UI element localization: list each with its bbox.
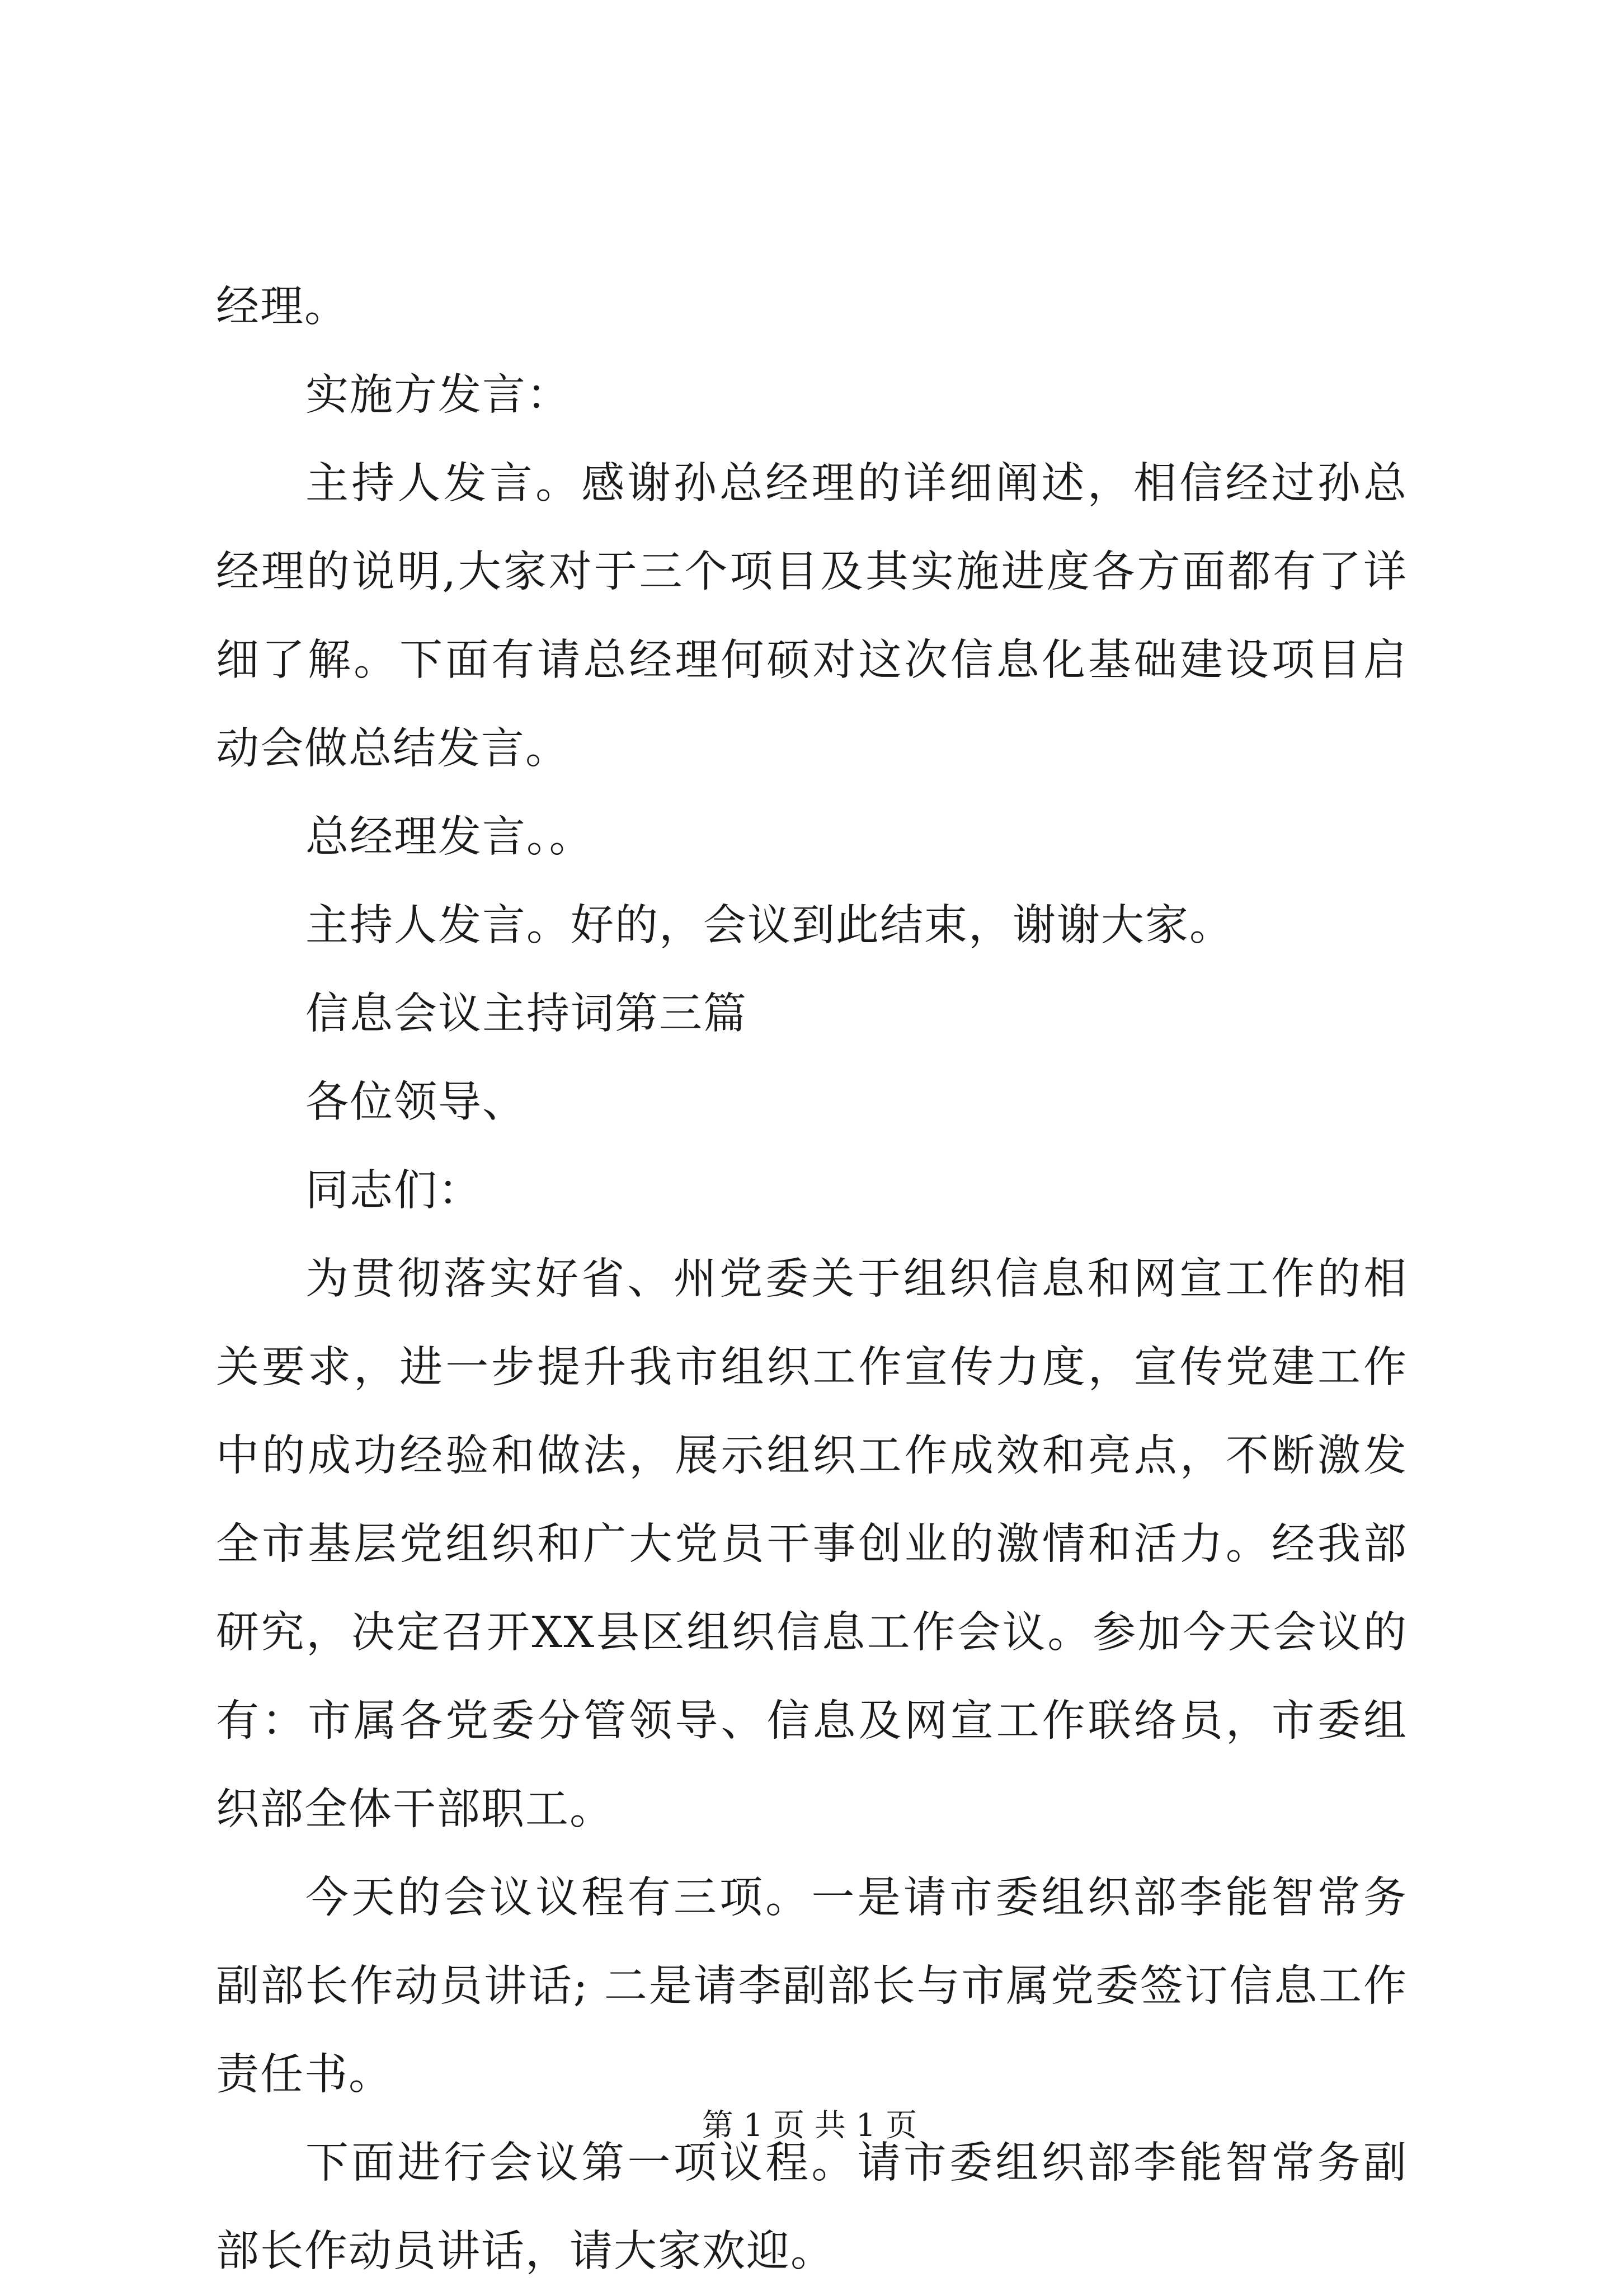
page-number-footer: 第 1 页 共 1 页 [702,2107,917,2144]
paragraph-host-thanks: 主持人发言。感谢孙总经理的详细阐述，相信经过孙总经理的说明,大家对于三个项目及其实施进度各方面都有了详细了解。下面有请总经理何硕对这次信息化基础建设项目启动会做总结发言。 [216,459,1408,774]
paragraph-agenda: 今天的会议议程有三项。一是请市委组织部李能智常务副部长作动员讲话; 二是请李副部长与市属党委签订信息工作责任书。 [216,1873,1408,2100]
salutation-comrades: 同志们： [305,1166,482,1216]
paragraph-continuation: 经理。 [216,282,349,332]
paragraph-implementer-speech: 实施方发言： [305,370,571,420]
paragraph-purpose: 为贯彻落实好省、州党委关于组织信息和网宣工作的相关要求，进一步提升我市组织工作宣传力度，宣传党建工作中的成功经验和做法，展示组织工作成效和亮点，不断激发全市基层党组织和广大党员干事创业的激情和活力。经我部研究，决定召开XX县区组织信息工作会议。参加今天会议的有：市属各党委分管领导、信息及网宣工作联络员，市委组织部全体干部职工。 [216,1254,1408,1834]
document-body [216,263,1408,2296]
paragraph-host-closing: 主持人发言。好的，会议到此结束，谢谢大家。 [305,901,1234,951]
paragraph-first-item: 下面进行会议第一项议程。请市委组织部李能智常务副部长作动员讲话，请大家欢迎。 [216,2138,1408,2276]
section-heading: 信息会议主持词第三篇 [305,989,747,1039]
paragraph-gm-speech: 总经理发言。。 [305,812,594,862]
salutation-leaders: 各位领导、 [305,1078,526,1127]
